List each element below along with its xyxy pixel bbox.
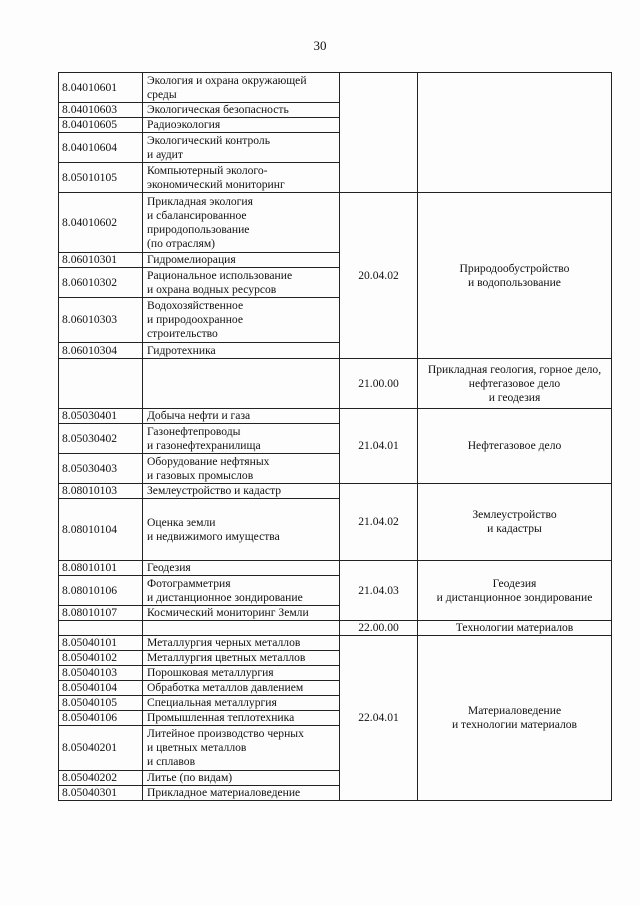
specialty-name xyxy=(143,499,340,561)
specialty-name-text: Гидротехника xyxy=(147,343,216,357)
specialty-code: 8.05040101 xyxy=(59,636,143,651)
group-code: 22.04.01 xyxy=(340,636,418,801)
specialty-code: 8.05040102 xyxy=(59,651,143,666)
specialty-name xyxy=(143,561,340,576)
specialty-code: 8.04010602 xyxy=(59,193,143,253)
specialty-name xyxy=(143,253,340,268)
table-row xyxy=(59,621,612,636)
specialty-name xyxy=(143,118,340,133)
specialty-code: 8.08010103 xyxy=(59,484,143,499)
specialty-name-text: Экологический контроль и аудит xyxy=(147,133,271,161)
group-code: 21.00.00 xyxy=(340,359,418,409)
table-row xyxy=(59,636,612,651)
specialty-name xyxy=(143,424,340,454)
specialty-name xyxy=(143,163,340,193)
specialty-name xyxy=(143,484,340,499)
specialty-name xyxy=(143,711,340,726)
specialty-code: 8.06010303 xyxy=(59,298,143,343)
specialty-name xyxy=(143,681,340,696)
specialty-name-text: Металлургия цветных металлов xyxy=(147,651,306,664)
specialty-name xyxy=(143,651,340,666)
specialty-code: 8.04010605 xyxy=(59,118,143,133)
group-name-text: Прикладная геология, горное дело, нефтегазовое дело и геодезия xyxy=(427,362,602,404)
specialty-name xyxy=(143,621,340,636)
specialty-code: 8.08010104 xyxy=(59,499,143,561)
specialty-name-text: Оборудование нефтяных и газовых промыслов xyxy=(147,454,270,482)
group-code xyxy=(340,73,418,193)
specialty-code: 8.05040104 xyxy=(59,681,143,696)
specialty-name xyxy=(143,133,340,163)
group-name xyxy=(418,409,612,484)
specialty-name-text: Специальная металлургия xyxy=(147,696,277,709)
specialty-name-text: Экологическая безопасность xyxy=(147,103,289,116)
specialty-name-text: Металлургия черных металлов xyxy=(147,636,301,649)
specialty-code: 8.08010107 xyxy=(59,606,143,621)
specialty-code xyxy=(59,621,143,636)
specialty-name-text: Землеустройство и кадастр xyxy=(147,484,282,497)
specialty-code: 8.08010106 xyxy=(59,576,143,606)
specialties-table-body xyxy=(59,73,612,801)
specialty-name xyxy=(143,298,340,343)
page-number: 30 xyxy=(313,38,327,53)
specialty-name xyxy=(143,636,340,651)
group-name xyxy=(418,621,612,636)
group-code: 21.04.01 xyxy=(340,409,418,484)
group-code: 20.04.02 xyxy=(340,193,418,359)
specialty-name xyxy=(143,666,340,681)
specialty-code: 8.06010304 xyxy=(59,343,143,359)
specialty-name xyxy=(143,73,340,103)
group-name xyxy=(418,359,612,409)
group-code: 21.04.03 xyxy=(340,561,418,621)
specialty-code xyxy=(59,359,143,409)
specialty-code: 8.04010603 xyxy=(59,103,143,118)
group-name xyxy=(418,484,612,561)
specialty-name-text: Космический мониторинг Земли xyxy=(147,606,309,619)
specialty-code: 8.05040202 xyxy=(59,771,143,786)
group-name xyxy=(418,561,612,621)
specialty-code: 8.05040106 xyxy=(59,711,143,726)
specialty-code: 8.05030401 xyxy=(59,409,143,424)
specialty-name xyxy=(143,268,340,298)
table-row xyxy=(59,193,612,253)
specialty-name-text: Гидромелиорация xyxy=(147,253,236,266)
specialty-name xyxy=(143,409,340,424)
specialty-code: 8.05040301 xyxy=(59,786,143,801)
specialty-name-text: Прикладная экология и сбалансированное природопользование (по отраслям) xyxy=(147,194,253,250)
group-name-text: Природообустройство и водопользование xyxy=(459,261,570,289)
specialty-name-text: Оценка земли и недвижимого имущества xyxy=(147,515,280,543)
specialty-code: 8.06010302 xyxy=(59,268,143,298)
table-row xyxy=(59,359,612,409)
specialty-name-text: Экология и охрана окружающей среды xyxy=(147,73,307,101)
specialty-name-text: Фотограмметрия и дистанционное зондирование xyxy=(147,576,303,604)
specialty-name-text: Порошковая металлургия xyxy=(147,666,274,679)
specialty-code: 8.05040105 xyxy=(59,696,143,711)
specialty-name xyxy=(143,454,340,484)
specialty-name xyxy=(143,786,340,801)
specialty-name xyxy=(143,606,340,621)
group-name-text: Геодезия и дистанционное зондирование xyxy=(436,576,593,604)
specialty-code: 8.05040103 xyxy=(59,666,143,681)
table-row xyxy=(59,409,612,424)
specialty-name-text: Прикладное материаловедение xyxy=(147,786,301,799)
table-row xyxy=(59,561,612,576)
specialty-name-text: Литейное производство черных и цветных металлов и сплавов xyxy=(147,727,304,768)
specialty-name xyxy=(143,696,340,711)
specialty-code: 8.04010601 xyxy=(59,73,143,103)
specialty-code: 8.04010604 xyxy=(59,133,143,163)
group-name-text: Нефтегазовое дело xyxy=(467,439,562,452)
specialty-code: 8.08010101 xyxy=(59,561,143,576)
specialties-table xyxy=(58,72,612,801)
group-name-text: Материаловедение и технологии материалов xyxy=(451,704,578,731)
specialty-name xyxy=(143,576,340,606)
specialty-name xyxy=(143,193,340,253)
specialty-name-text: Добыча нефти и газа xyxy=(147,409,251,422)
group-name xyxy=(418,193,612,359)
specialty-name xyxy=(143,103,340,118)
specialty-name-text: Газонефтепроводы и газонефтехранилища xyxy=(147,424,261,452)
specialty-name-text: Промышленная теплотехника xyxy=(147,711,295,724)
group-name xyxy=(418,73,612,193)
group-code: 22.00.00 xyxy=(340,621,418,636)
specialty-name xyxy=(143,771,340,786)
specialty-code: 8.05030403 xyxy=(59,454,143,484)
specialty-name-text: Компьютерный эколого- экономический мониторинг xyxy=(147,163,285,191)
specialty-name xyxy=(143,359,340,409)
specialty-name-text: Радиоэкология xyxy=(147,118,221,131)
specialty-code: 8.05040201 xyxy=(59,726,143,771)
specialty-code: 8.05010105 xyxy=(59,163,143,193)
specialty-code: 8.05030402 xyxy=(59,424,143,454)
table-row xyxy=(59,484,612,499)
specialty-code: 8.06010301 xyxy=(59,253,143,268)
specialty-name-text: Водохозяйственное и природоохранное строительство xyxy=(147,299,244,340)
specialty-name-text: Обработка металлов давлением xyxy=(147,681,304,694)
group-code: 21.04.02 xyxy=(340,484,418,561)
specialty-name xyxy=(143,726,340,771)
group-name-text: Землеустройство и кадастры xyxy=(472,508,557,535)
table-row xyxy=(59,73,612,103)
specialty-name-text: Рациональное использование и охрана водных ресурсов xyxy=(147,268,293,296)
group-name xyxy=(418,636,612,801)
specialty-name-text: Литье (по видам) xyxy=(147,771,233,784)
specialty-name xyxy=(143,343,340,359)
specialty-name-text: Геодезия xyxy=(147,561,191,574)
group-name-text: Технологии материалов xyxy=(455,621,574,634)
